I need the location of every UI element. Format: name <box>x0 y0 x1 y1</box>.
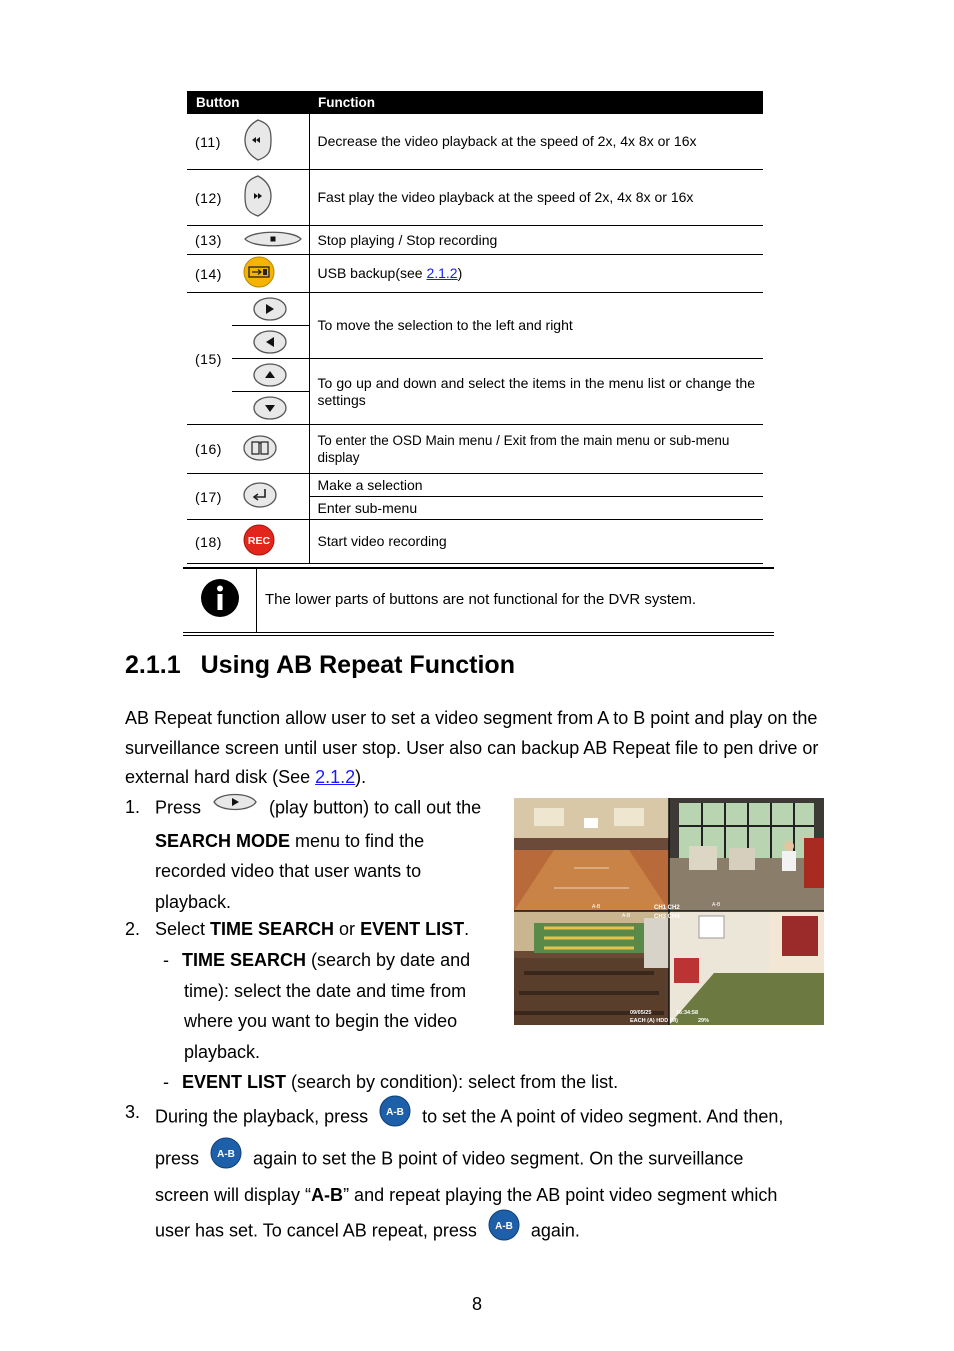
function-text: Make a selection <box>309 474 763 497</box>
function-text: Decrease the video playback at the speed of 2x, 4x 8x or 16x <box>309 114 763 170</box>
row-number: (14) <box>195 265 222 282</box>
step-1: 1. Press (play button) to call out the SEARCH MODE menu to find the recorded video that user wants to playback. <box>125 792 505 917</box>
svg-text:A-B: A-B <box>217 1148 235 1160</box>
row-number: (13) <box>195 232 222 248</box>
row-number: (11) <box>195 133 221 150</box>
function-text: Enter sub-menu <box>309 497 763 520</box>
svg-text:A-B: A-B <box>494 1220 513 1232</box>
row-number: (18) <box>195 533 222 550</box>
svg-text:CH3 CH4: CH3 CH4 <box>654 914 680 920</box>
time-search-item: - TIME SEARCH (search by date and time): select the date and time from where you want to begin the video playback. <box>163 950 471 1062</box>
svg-text:REC: REC <box>247 535 271 547</box>
section-title: Using AB Repeat Function <box>200 651 515 679</box>
table-row <box>187 474 763 497</box>
table-row <box>187 255 763 293</box>
menu-book-button-icon <box>243 435 277 464</box>
row-number: (17) <box>195 488 222 505</box>
svg-text:09/05/25: 09/05/25 <box>630 1010 652 1016</box>
section-heading <box>125 651 515 680</box>
rewind-button-icon <box>243 118 273 165</box>
ch2-office-view <box>669 798 824 911</box>
link-2-1-2[interactable]: 2.1.2 <box>315 767 356 787</box>
ab-button-icon <box>488 1209 520 1251</box>
play-button-icon <box>212 790 258 824</box>
stop-button-icon <box>243 228 303 253</box>
ch1-gym-view <box>514 798 669 911</box>
enter-button-icon <box>243 482 277 511</box>
table-row <box>187 425 763 474</box>
function-text: USB backup(see 2.1.2) <box>309 255 763 293</box>
step-2: 2. Select TIME SEARCH or EVENT LIST. <box>125 919 470 939</box>
svg-text:16:34:58: 16:34:58 <box>676 1010 699 1016</box>
page-number: 8 <box>471 1294 482 1314</box>
table-row <box>187 520 763 564</box>
down-arrow-button-icon <box>232 391 309 424</box>
row-number: (12) <box>195 189 222 206</box>
table-header <box>187 91 763 114</box>
svg-text:CH1 CH2: CH1 CH2 <box>654 905 680 911</box>
table-row <box>187 226 763 255</box>
table-row <box>187 293 763 359</box>
function-text: Fast play the video playback at the speed of 2x, 4x 8x or 16x <box>309 170 763 226</box>
svg-text:A-B: A-B <box>712 902 721 908</box>
ab-button-icon <box>379 1095 411 1137</box>
header-button: Button <box>187 91 309 114</box>
header-function: Function <box>309 91 763 114</box>
svg-text:A-B: A-B <box>386 1107 405 1118</box>
function-text: To enter the OSD Main menu / Exit from the main menu or sub-menu display <box>309 425 763 474</box>
button-function-table <box>187 91 763 564</box>
info-icon <box>200 578 240 623</box>
ch4-room-view <box>669 911 824 1025</box>
ch3-classroom-view <box>514 911 669 1025</box>
function-text: To go up and down and select the items in the menu list or change the settings <box>309 359 763 425</box>
function-text: Start video recording <box>309 520 763 564</box>
up-arrow-button-icon <box>232 358 309 391</box>
svg-text:29%: 29% <box>698 1018 710 1024</box>
row-number: (15) <box>195 350 222 367</box>
row-number: (16) <box>195 441 222 457</box>
dvr-quad-screen-image <box>514 798 824 1025</box>
function-text: To move the selection to the left and right <box>309 293 763 359</box>
svg-text:A-B: A-B <box>592 904 601 910</box>
table-row <box>187 114 763 170</box>
event-list-item: - EVENT LIST (search by condition): select from the list. <box>163 1072 619 1092</box>
svg-text:A-B: A-B <box>622 913 631 919</box>
section-number: 2.1.1 <box>125 651 181 679</box>
function-text: Stop playing / Stop recording <box>309 226 763 255</box>
note-box <box>183 567 774 633</box>
rec-button-icon <box>243 524 275 559</box>
table-row <box>187 170 763 226</box>
fast-forward-button-icon <box>243 174 273 221</box>
left-arrow-button-icon <box>232 325 309 358</box>
link-2-1-2[interactable]: 2.1.2 <box>426 265 458 281</box>
usb-backup-button-icon <box>243 256 275 291</box>
ab-button-icon <box>210 1137 242 1179</box>
arrow-buttons-icon <box>232 293 309 424</box>
svg-text:EACH (A) HDD (M): EACH (A) HDD (M) <box>630 1018 678 1024</box>
intro-paragraph: AB Repeat function allow user to set a video segment from A to B point and play on the surveillance screen until user stop. User also can backup AB Repeat file to pen drive or external hard disk (See 2.1.2). <box>125 708 819 787</box>
note-text: The lower parts of buttons are not functional for the DVR system. <box>265 591 697 608</box>
right-arrow-button-icon <box>232 293 309 325</box>
step-3: 3. During the playback, press A-B to set the A point of video segment. And then, press A-B again to set the B point of video segment. On the surveillance screen will display “A-B” and repeat playing the AB point video segment which user has set. To cancel AB repeat, press A-B again. <box>125 1097 835 1252</box>
